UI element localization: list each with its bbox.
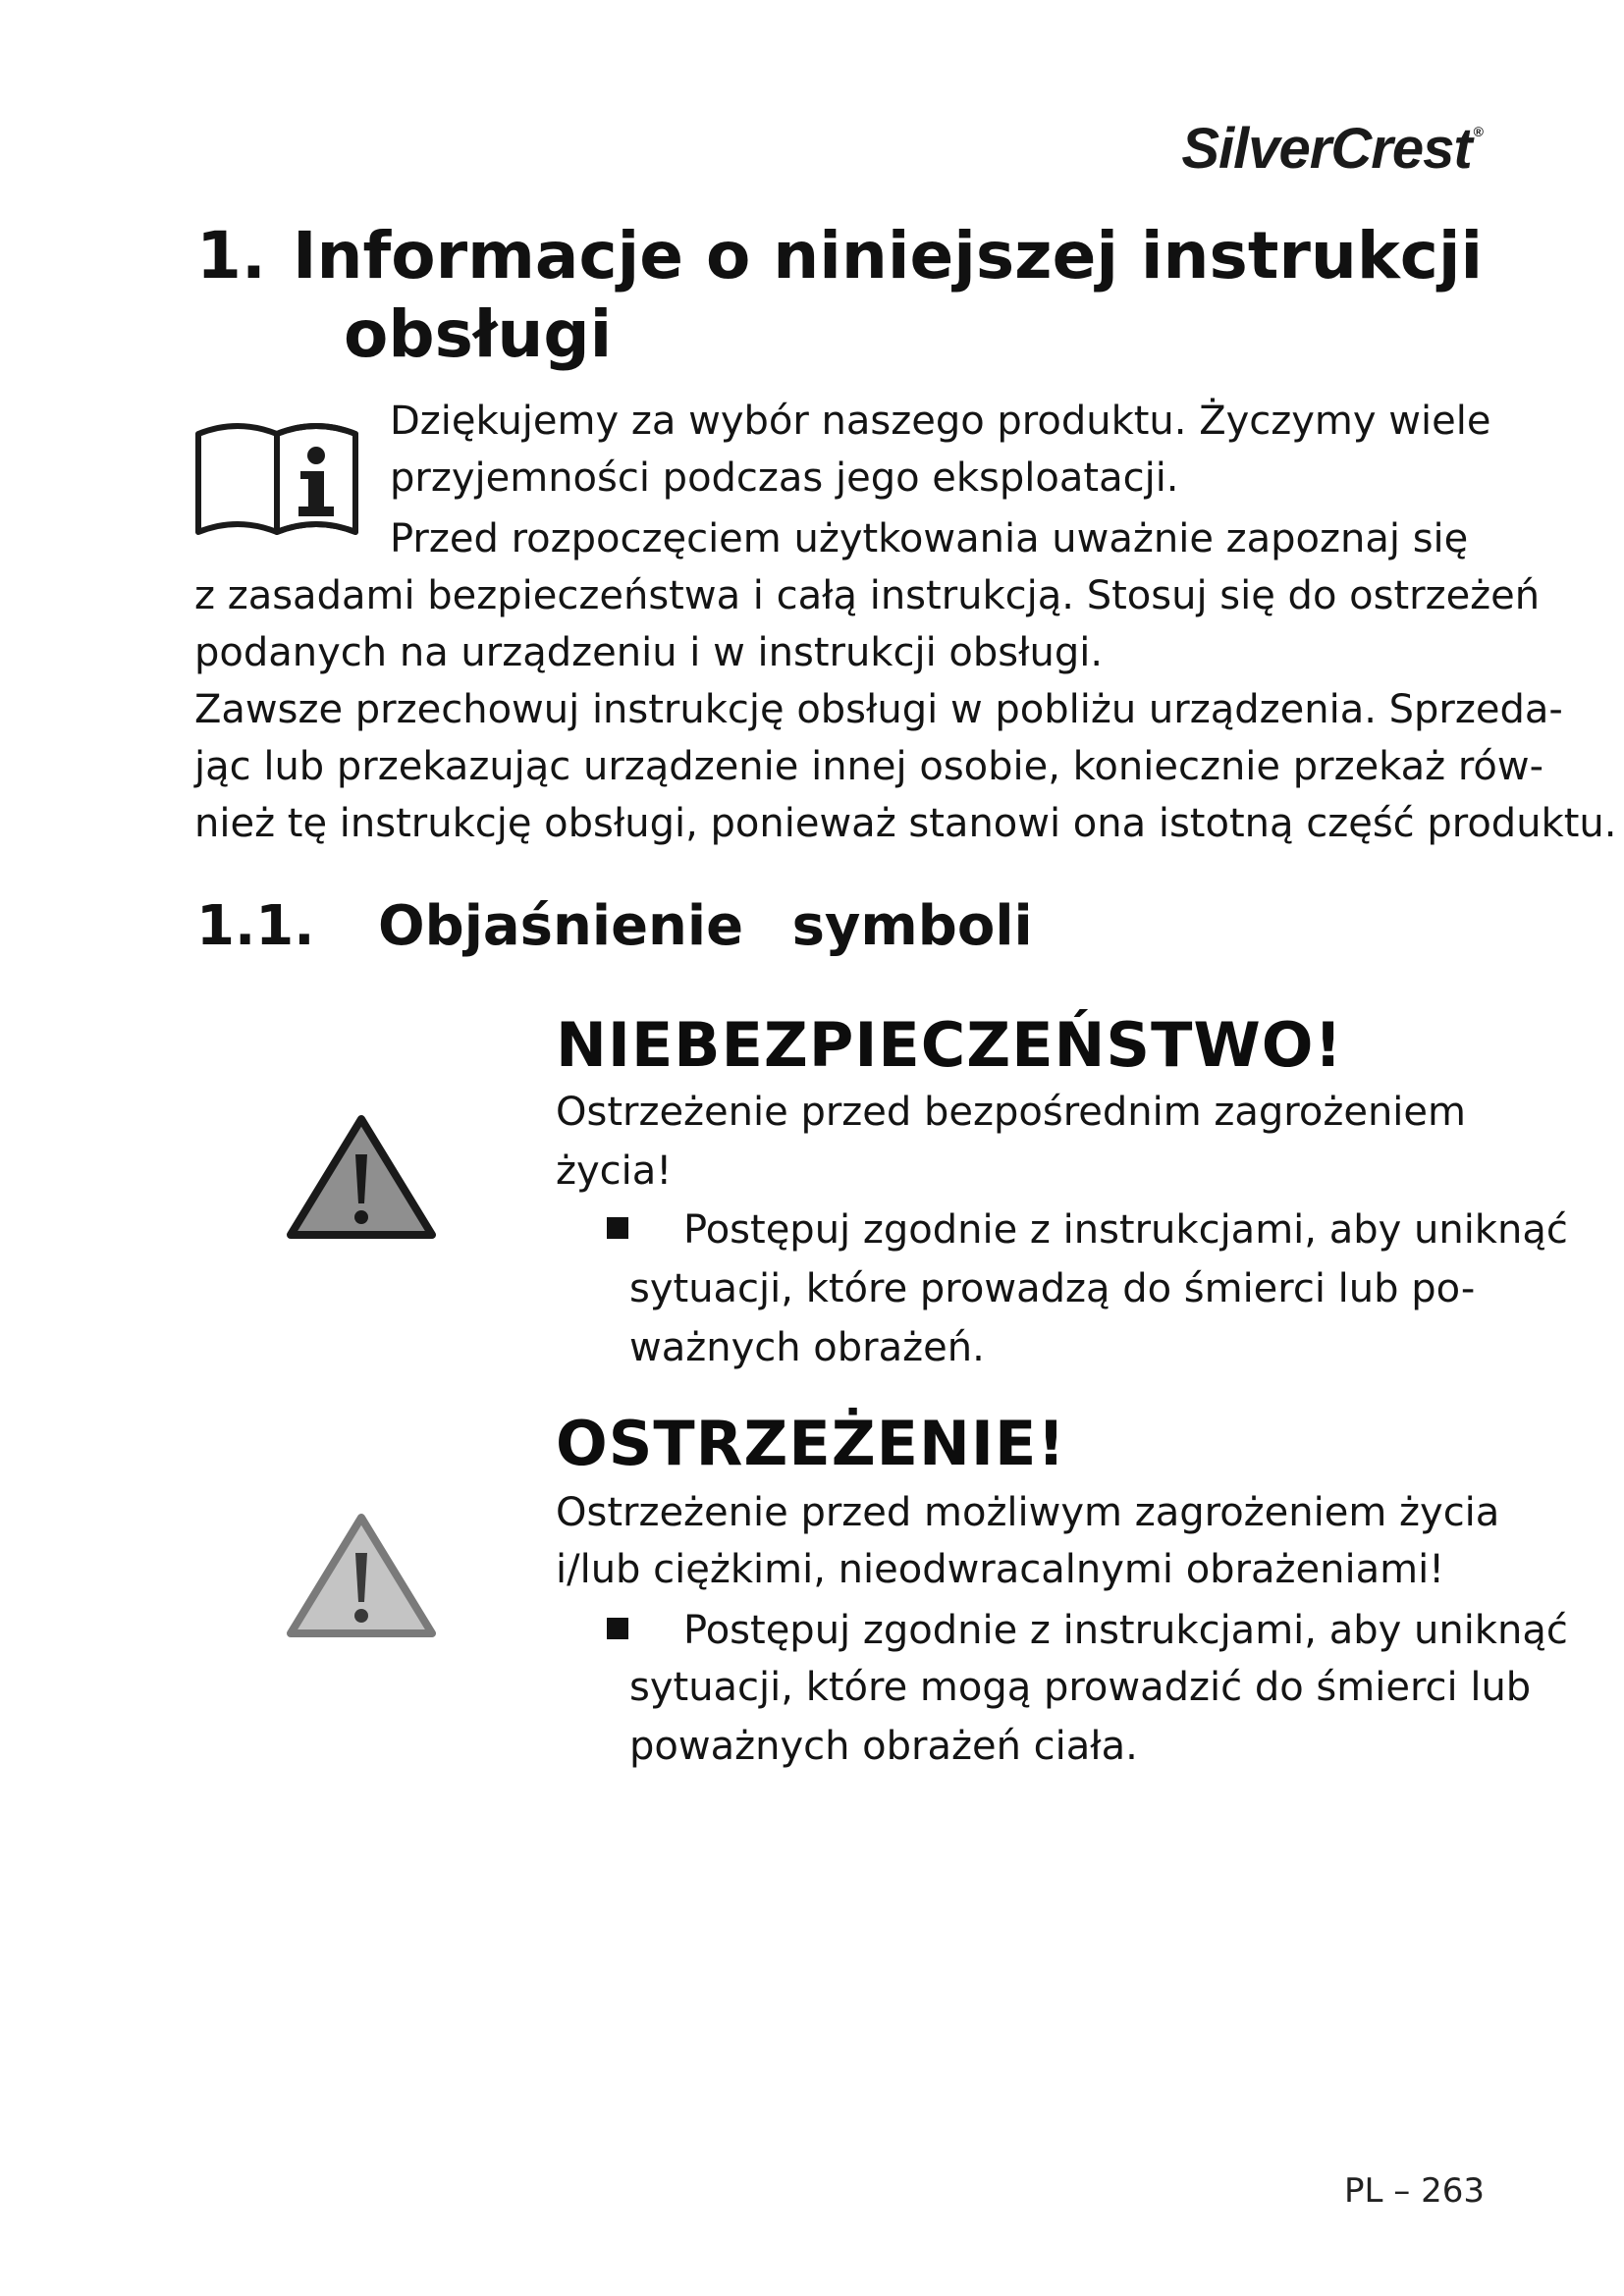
signal-word-danger: NIEBEZPIECZEŃSTWO! bbox=[556, 1009, 1343, 1081]
read-manual-icon bbox=[194, 416, 359, 538]
intro-line-6: Zawsze przechowuj instrukcję obsługi w pobliżu urządzenia. Sprzeda- bbox=[194, 687, 1563, 732]
warning-description-line-1: Ostrzeżenie przed możliwym zagrożeniem życia bbox=[556, 1490, 1500, 1535]
signal-word-warning: OSTRZEŻENIE! bbox=[556, 1408, 1066, 1479]
subsection-title: Objaśnienie symboli bbox=[378, 894, 1033, 958]
section-number: 1. bbox=[196, 218, 266, 294]
page-number: PL – 263 bbox=[1344, 2171, 1485, 2211]
intro-line-2: przyjemności podczas jego eksploatacji. bbox=[390, 455, 1179, 501]
warning-bullet-line-1: Postępuj zgodnie z instrukcjami, aby uniknąć bbox=[683, 1608, 1568, 1653]
bullet-square bbox=[607, 1618, 628, 1639]
intro-line-7: jąc lub przekazując urządzenie innej osobie, koniecznie przekaż rów- bbox=[194, 744, 1544, 789]
danger-description-line-1: Ostrzeżenie przed bezpośrednim zagrożeniem bbox=[556, 1090, 1466, 1135]
intro-line-4: z zasadami bezpieczeństwa i całą instrukcją. Stosuj się do ostrzeżeń bbox=[194, 573, 1541, 618]
brand-name: SilverCrest bbox=[1181, 117, 1472, 181]
warning-bullet-line-2: sytuacji, które mogą prowadzić do śmierci lub bbox=[629, 1665, 1532, 1710]
danger-warning-triangle-icon bbox=[287, 1113, 436, 1241]
page-title: Informacje o niniejszej instrukcji bbox=[293, 218, 1484, 294]
subsection-number: 1.1. bbox=[196, 894, 315, 958]
intro-line-3: Przed rozpoczęciem użytkowania uważnie zapoznaj się bbox=[390, 516, 1469, 561]
intro-line-1: Dziękujemy za wybór naszego produktu. Życzymy wiele bbox=[390, 399, 1491, 444]
warning-description-line-2: i/lub ciężkimi, nieodwracalnymi obrażeniami! bbox=[556, 1547, 1445, 1592]
bullet-square bbox=[607, 1217, 628, 1239]
intro-line-5: podanych na urządzeniu i w instrukcji obsługi. bbox=[194, 630, 1104, 675]
danger-bullet-line-3: ważnych obrażeń. bbox=[629, 1325, 985, 1370]
warning-bullet-line-3: poważnych obrażeń ciała. bbox=[629, 1724, 1138, 1769]
danger-description-line-2: życia! bbox=[556, 1148, 673, 1194]
danger-bullet-line-1: Postępuj zgodnie z instrukcjami, aby uniknąć bbox=[683, 1207, 1568, 1253]
page-title-continued: obsługi bbox=[344, 296, 613, 372]
danger-bullet-line-2: sytuacji, które prowadzą do śmierci lub po- bbox=[629, 1266, 1476, 1311]
silvercrest-logo bbox=[1181, 116, 1483, 182]
warning-triangle-icon bbox=[287, 1512, 436, 1639]
registered-mark: ® bbox=[1473, 124, 1483, 139]
intro-line-8: nież tę instrukcję obsługi, ponieważ stanowi ona istotną część produktu. bbox=[194, 801, 1617, 846]
